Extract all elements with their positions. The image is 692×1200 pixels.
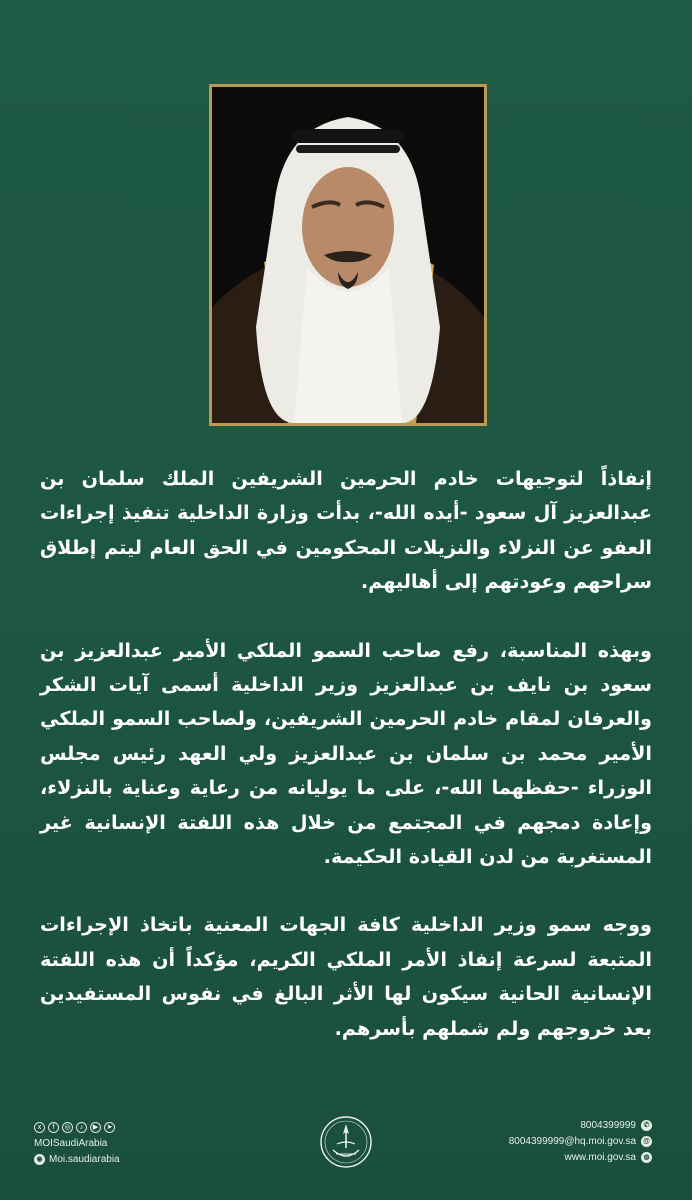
instagram-icon[interactable]: ◎ [62, 1122, 73, 1133]
snapchat-handle: Moi.saudiarabia [49, 1154, 120, 1165]
paragraph-3: ووجه سمو وزير الداخلية كافة الجهات المعنية باتخاذ الإجراءات المتبعة لسرعة إنفاذ الأمر الملكي الكريم، مؤكداً أن هذه اللفتة الإنسانية الحانية سيكون لها الأثر البالغ في نفوس المستفيدين بعد خروجهم ولم شملهم بأسرهم. [40, 913, 652, 1040]
ministry-emblem-icon [319, 1114, 373, 1170]
youtube-icon[interactable]: ▶ [90, 1122, 101, 1133]
paragraph-1: إنفاذاً لتوجيهات خادم الحرمين الشريفين الملك سلمان بن عبدالعزيز آل سعود -أيده الله-، بدأت وزارة الداخلية تنفيذ إجراءات العفو عن النزلاء والنزيلات المحكومين في الحق العام ليتم إطلاق سراحهم وعودتهم إلى أهاليهم. [40, 467, 652, 594]
social-handle[interactable]: MOISaudiArabia [34, 1138, 108, 1149]
portrait-image [212, 87, 484, 423]
phone-icon: ✆ [641, 1120, 652, 1131]
globe-icon: ◍ [641, 1152, 652, 1163]
portrait-frame [209, 84, 487, 426]
announcement-text [40, 462, 652, 1080]
snapchat-icon: ◉ [34, 1154, 45, 1165]
website-row[interactable] [564, 1152, 652, 1163]
phone-number: 8004399999 [580, 1120, 636, 1131]
email-address: 8004399999@hq.moi.gov.sa [508, 1136, 636, 1147]
social-icons [34, 1122, 115, 1133]
facebook-icon[interactable]: f [48, 1122, 59, 1133]
phone-row[interactable] [580, 1120, 652, 1131]
contact-info [509, 1120, 652, 1163]
snapchat-row[interactable] [34, 1154, 120, 1165]
x-icon[interactable]: x [34, 1122, 45, 1133]
email-row[interactable] [509, 1136, 652, 1147]
email-icon: @ [641, 1136, 652, 1147]
website-url: www.moi.gov.sa [564, 1152, 636, 1163]
footer [0, 1110, 692, 1200]
paragraph-2: وبهذه المناسبة، رفع صاحب السمو الملكي الأمير عبدالعزيز بن سعود بن نايف بن عبدالعزيز وزير الداخلية أسمى آيات الشكر والعرفان لمقام خادم الحرمين الشريفين، ولصاحب السمو الملكي الأمير محمد بن سلمان بن عبدالعزيز ولي العهد رئيس مجلس الوزراء -حفظهما الله-، على ما يوليانه من رعاية وعناية بالنزلاء، وإعادة دمجهم في المجتمع من خلال هذه اللفتة الإنسانية غير المستغربة من لدن القيادة الحكيمة. [40, 638, 652, 869]
tiktok-icon[interactable]: ♪ [76, 1122, 87, 1133]
telegram-icon[interactable]: ➤ [104, 1122, 115, 1133]
